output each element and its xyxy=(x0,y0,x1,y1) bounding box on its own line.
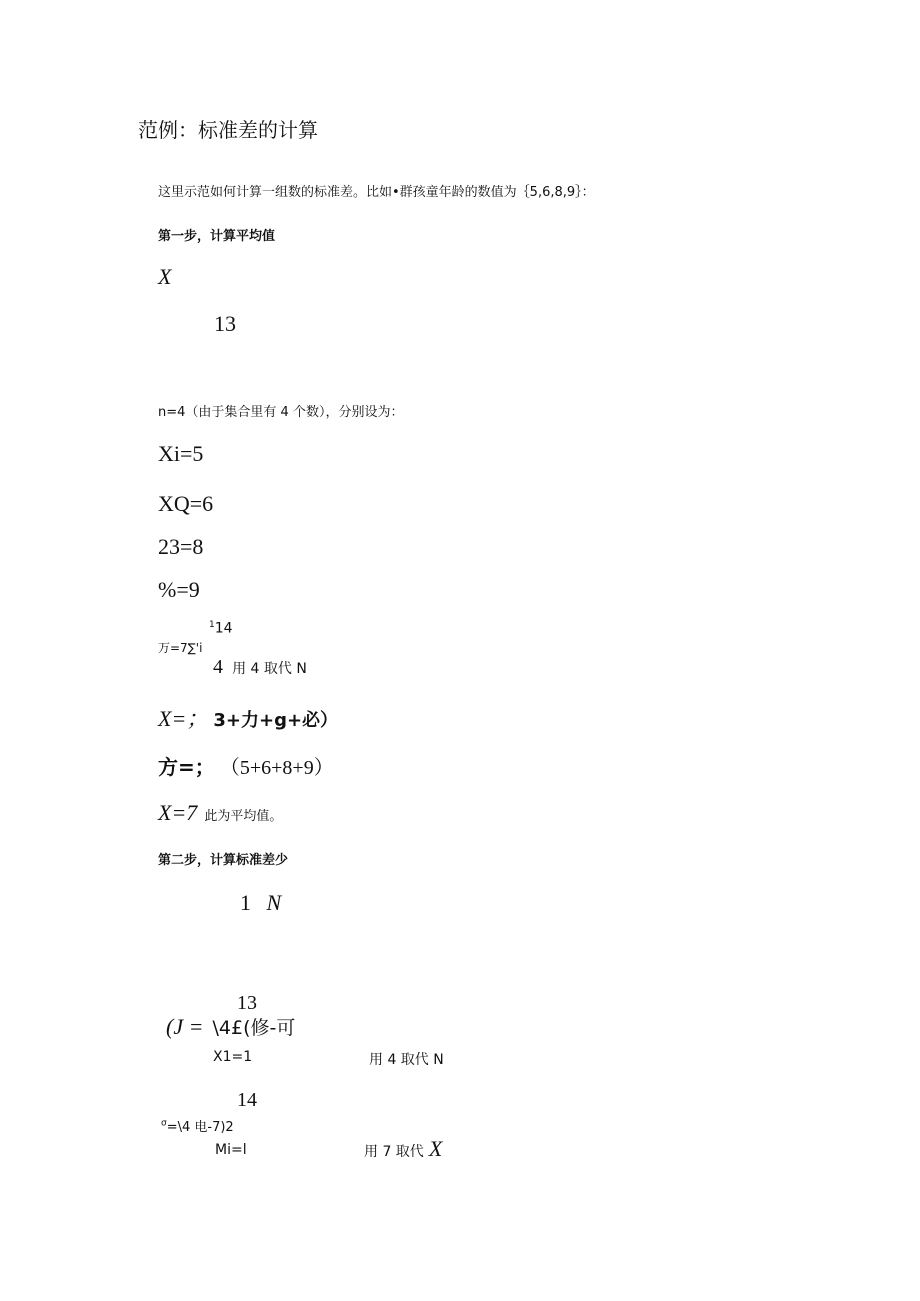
sum-upper-limit: $^1$14 xyxy=(209,620,233,637)
value-x1: Xi=5 xyxy=(158,441,204,466)
sum-index-mi: Mi=l xyxy=(215,1142,247,1158)
step2-heading: 第二步，计算标准差少 xyxy=(158,853,289,868)
sigma-formula: (J = \4£(修-可 xyxy=(166,1014,296,1039)
sigma-numeric-formula: $^\sigma$=\4 电-7)2 xyxy=(161,1118,234,1135)
sum-upper-13: 13 xyxy=(237,992,257,1014)
fraction-one-over-n: 1 N xyxy=(240,890,282,915)
sum-expression: 万=7∑'i xyxy=(158,641,203,655)
n-definition: n=4（由于集合里有 4 个数），分别设为： xyxy=(158,405,404,420)
value-x4: %=9 xyxy=(158,577,200,602)
fraction-fragment-13: 13 xyxy=(214,311,236,336)
substitute-n-note: 用 4 取代 N xyxy=(369,1052,444,1068)
page-title: 范例：标准差的计算 xyxy=(138,118,318,142)
step1-heading: 第一步，计算平均值 xyxy=(158,229,276,244)
value-x3: 23=8 xyxy=(158,534,204,559)
equation-mean-symbolic: X=； 3+力+g+必） xyxy=(158,706,339,731)
value-x2: XQ=6 xyxy=(158,491,214,516)
sum-index-x1: X1=1 xyxy=(213,1049,253,1065)
intro-paragraph: 这里示范如何计算一组数的标准差。比如•群孩童年龄的数值为｛5,6,8,9｝： xyxy=(158,185,595,200)
mean-symbol: X xyxy=(158,264,172,289)
sum-line: 4 用 4 取代 N xyxy=(213,656,307,678)
substitute-x-note: 用 7 取代 X xyxy=(364,1136,443,1161)
mean-result: X=7 此为平均值。 xyxy=(158,800,283,825)
equation-mean-numeric: 方=； （5+6+8+9） xyxy=(158,755,334,779)
sum-upper-14: 14 xyxy=(237,1089,257,1111)
